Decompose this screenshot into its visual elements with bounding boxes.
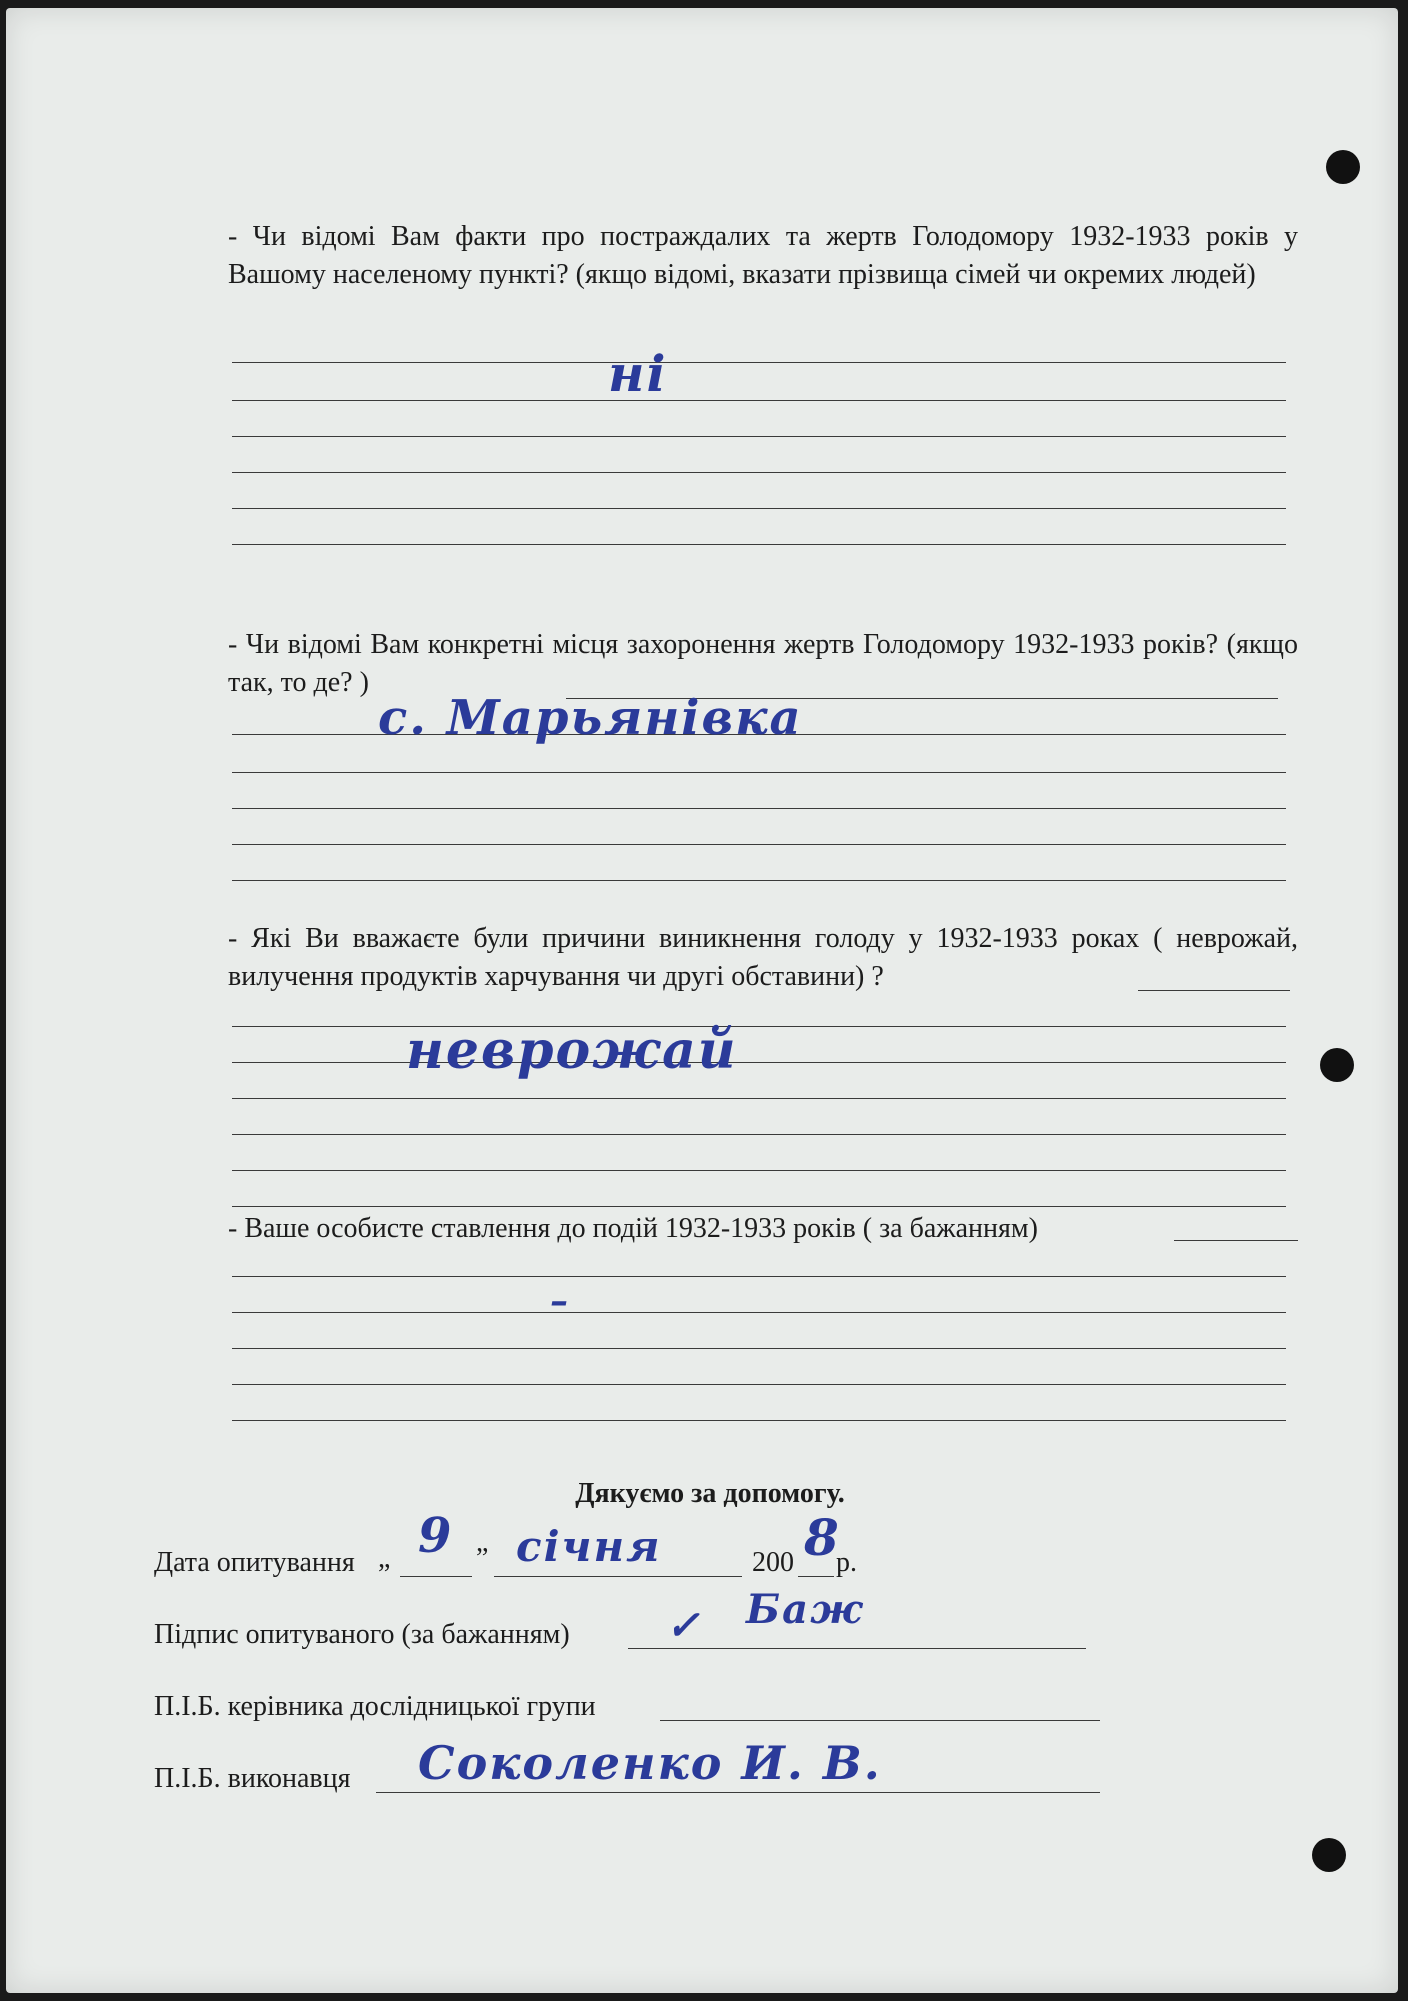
question-4-answer: – — [550, 1280, 570, 1322]
answer-line — [232, 1026, 1286, 1027]
leader-line — [660, 1720, 1100, 1721]
answer-line — [232, 808, 1286, 809]
executor-label: П.І.Б. виконавця — [154, 1763, 351, 1794]
answer-line — [232, 1384, 1286, 1385]
question-2-text: - Чи відомі Вам конкретні місця захоронення жертв Голодомору 1932-1933 років? (якщо так, то де? ) — [228, 629, 1298, 698]
answer-line — [232, 1098, 1286, 1099]
signature-label: Підпис опитуваного (за бажанням) — [154, 1619, 570, 1650]
executor-value: Соколенко И. В. — [418, 1736, 882, 1790]
answer-line — [232, 400, 1286, 401]
answer-line — [232, 1134, 1286, 1135]
answer-line — [1174, 1240, 1298, 1241]
answer-line — [232, 1170, 1286, 1171]
punch-hole-middle — [1320, 1048, 1354, 1082]
answer-line — [232, 544, 1286, 545]
answer-line — [232, 1062, 1286, 1063]
leader-label: П.І.Б. керівника дослідницької групи — [154, 1691, 596, 1722]
date-month-line — [494, 1576, 742, 1577]
question-3-text: - Які Ви вважаєте були причини виникнення голоду у 1932-1933 роках ( неврожай, вилучення продуктів харчування чи другі обставини) ? — [228, 923, 1298, 992]
punch-hole-bottom — [1312, 1838, 1346, 1872]
executor-line — [376, 1792, 1100, 1793]
thanks-heading: Дякуємо за допомогу. — [575, 1478, 845, 1509]
punch-hole-top — [1326, 150, 1360, 184]
date-label: Дата опитування — [154, 1547, 355, 1578]
answer-line — [232, 472, 1286, 473]
form-sheet — [6, 8, 1398, 1993]
date-open-quote: „ — [378, 1543, 391, 1574]
signature-check-mark: ✓ — [666, 1602, 702, 1649]
year-line — [798, 1576, 834, 1577]
answer-line — [232, 436, 1286, 437]
signature-value: Баж — [746, 1586, 865, 1633]
answer-line — [232, 508, 1286, 509]
answer-line — [232, 362, 1286, 363]
question-4-text: - Ваше особисте ставлення до подій 1932-1933 років ( за бажанням) — [228, 1213, 1038, 1244]
question-1-text: - Чи відомі Вам факти про постраждалих та жертв Голодомору 1932-1933 років у Вашому населеному пункті? (якщо відомі, вказати прізвища сімей чи окремих людей) — [228, 221, 1298, 290]
question-1-answer: ні — [608, 344, 668, 403]
date-month-value: січня — [516, 1522, 662, 1571]
date-day-line — [400, 1576, 472, 1577]
answer-line — [232, 772, 1286, 773]
question-2-answer: с. Марьянівка — [378, 690, 803, 746]
answer-line — [232, 880, 1286, 881]
answer-line — [1138, 990, 1290, 991]
year-prefix: 200 — [752, 1547, 794, 1578]
answer-line — [232, 1276, 1286, 1277]
answer-line — [232, 1206, 1286, 1207]
year-suffix: р. — [836, 1547, 857, 1578]
question-3-answer: неврожай — [406, 1020, 738, 1081]
date-day-value: 9 — [418, 1508, 454, 1564]
year-digit-value: 8 — [804, 1508, 841, 1567]
answer-line — [232, 1348, 1286, 1349]
date-close-quote: ” — [476, 1543, 489, 1574]
answer-line — [232, 1312, 1286, 1313]
answer-line — [232, 844, 1286, 845]
answer-line — [232, 1420, 1286, 1421]
